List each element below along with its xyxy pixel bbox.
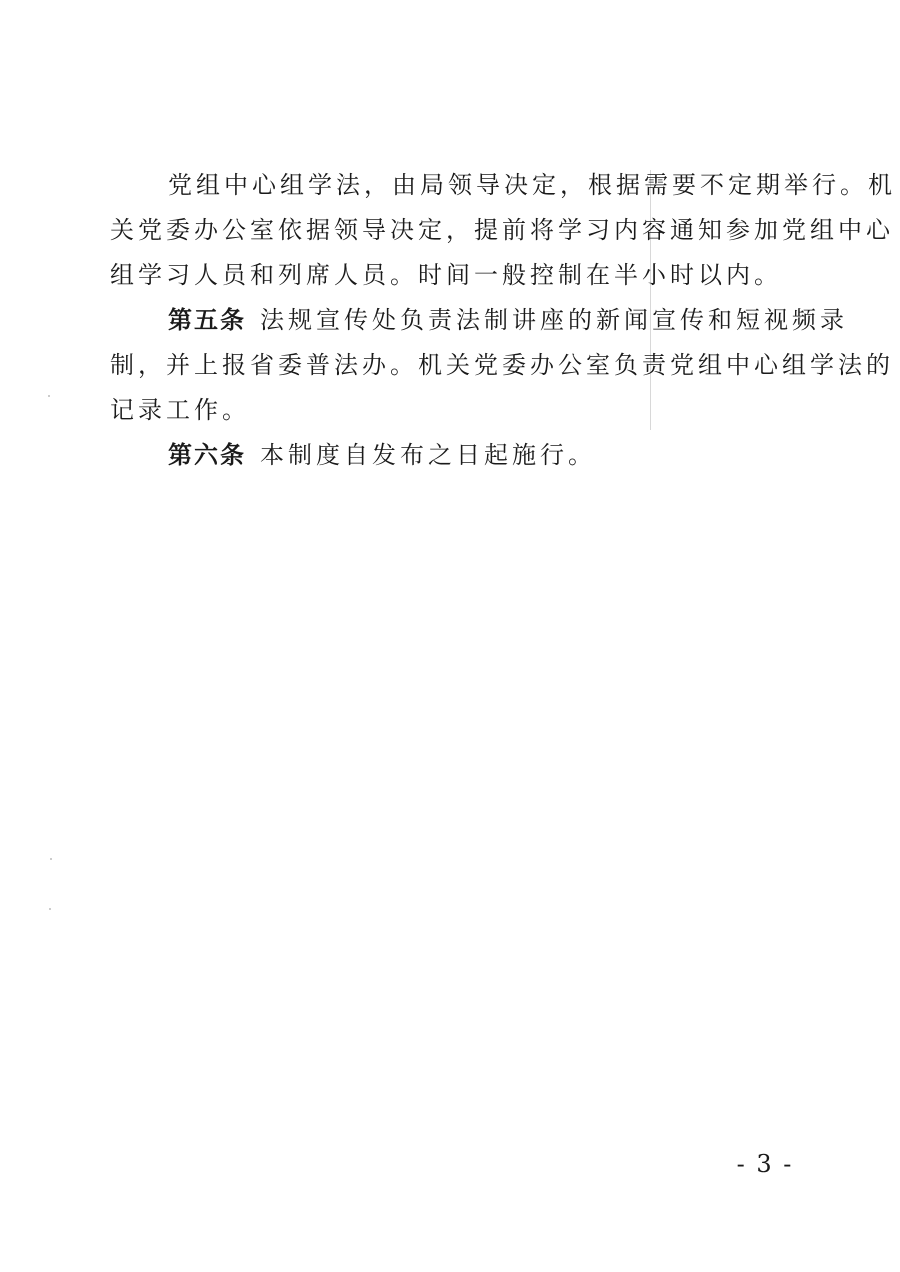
article-5-line-3: 记录工作。 (110, 396, 250, 424)
scan-speck (48, 395, 50, 397)
scan-fold-line (650, 170, 651, 430)
article-6-text: 本制度自发布之日起施行。 (260, 441, 596, 469)
paragraph-1-line-3: 组学习人员和列席人员。时间一般控制在半小时以内。 (110, 261, 782, 289)
scan-speck (50, 858, 52, 860)
article-5-label: 第五条 (168, 306, 246, 334)
scan-speck (49, 908, 51, 910)
article-5-line-1 (168, 305, 848, 335)
page-number: - 3 - (736, 1150, 794, 1178)
paragraph-1-line-1: 党组中心组学法，由局领导决定，根据需要不定期举行。机 (168, 171, 896, 199)
article-6-line-1 (168, 440, 800, 470)
article-5-line-2: 制，并上报省委普法办。机关党委办公室负责党组中心组学法的 (110, 351, 894, 379)
article-5-text: 法规宣传处负责法制讲座的新闻宣传和短视频录 (260, 306, 848, 334)
paragraph-1-line-2: 关党委办公室依据领导决定，提前将学习内容通知参加党组中心 (110, 216, 894, 244)
article-6-label: 第六条 (168, 441, 246, 469)
